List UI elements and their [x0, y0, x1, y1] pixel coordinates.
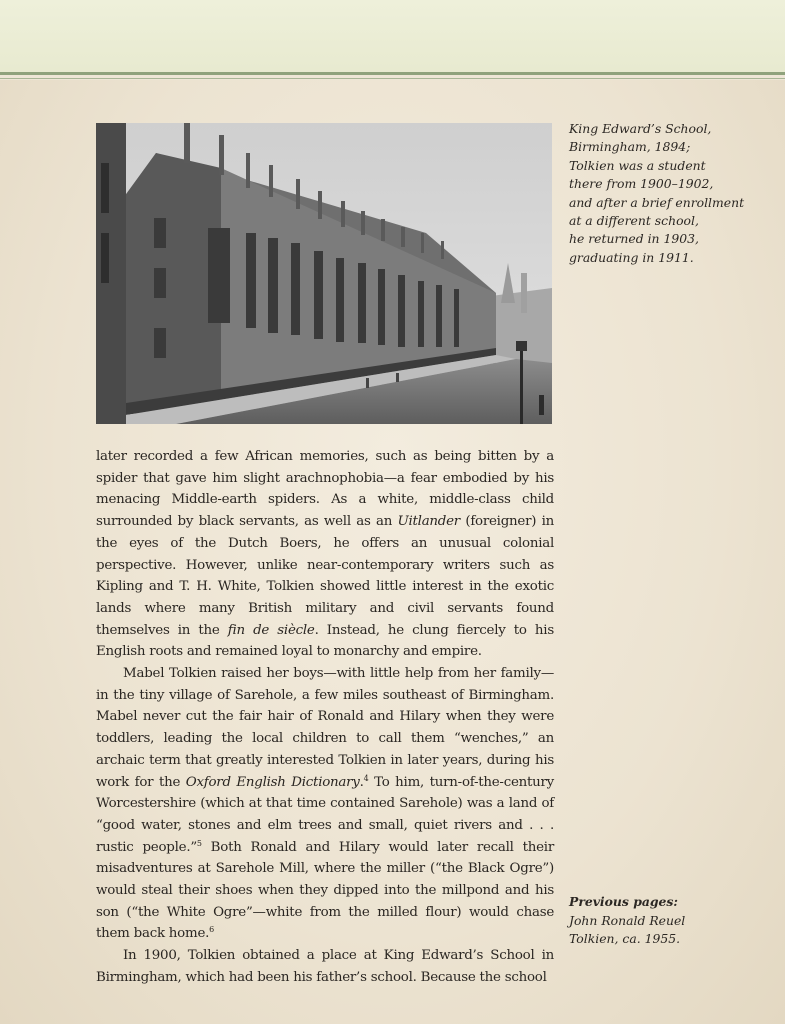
- photo-caption: [569, 120, 759, 267]
- caption-line: he returned in 1903,: [569, 231, 699, 247]
- italic-term: fin de siècle: [227, 622, 315, 638]
- text-run: later recorded a few African memories, such as being bitten by a spider that gave him slight arachnophobia—a fear embodied by his menacing Middle-earth spiders. As a white, middle-class child surrounded by black servants, as well as an: [96, 449, 554, 530]
- italic-title: Oxford English Dictionary: [185, 774, 360, 790]
- body-text: [96, 446, 554, 989]
- previous-pages-caption: [569, 893, 759, 949]
- top-band: [0, 0, 785, 72]
- paragraph-2: Mabel Tolkien raised her boys—with little help from her family—in the tiny village of Sarehole, a few miles southeast of Birmingham. Mabel never cut the fair hair of Ronald and Hilary when they were toddlers, leading the local children to call them “wenches,” an archaic term that greatly interested Tolkien in later years, during his work for the Oxford English Dictionary.$^4$ To him, turn-of-the-century Worcestershire (which at that time contained Sarehole) was a land of “good water, stones and elm trees and small, quiet rivers and . . . rustic people.”$^5$ Both Ronald and Hilary would later recall their misadventures at Sarehole Mill, where the miller (“the Black Ogre”) would steal their shoes when they dipped into the millpond and his son (“the White Ogre”—white from the milled flour) would chase them back home.$^6$: [96, 666, 554, 942]
- italic-term: Uitlander: [397, 514, 460, 530]
- top-rule-thin: [0, 78, 785, 79]
- caption-line: Birmingham, 1894;: [569, 139, 691, 155]
- caption-line: there from 1900–1902,: [569, 176, 714, 192]
- text-run: (foreigner) in the eyes of the Dutch Boers, he offers an unusual colonial perspective. However, unlike near-contemporary writers such as Kipling and T. H. White, Tolkien showed little interest in the exotic lands where many British military and civil servants found themselves in the: [96, 514, 554, 638]
- paragraph-3: In 1900, Tolkien obtained a place at King Edward’s School in Birmingham, which had been his father’s school. Because the school: [96, 948, 554, 985]
- footnote-marker: 4: [363, 773, 369, 783]
- caption-line: graduating in 1911.: [569, 249, 694, 265]
- footnote-marker: 6: [209, 925, 214, 935]
- caption-line: at a different school,: [569, 213, 699, 229]
- paragraph-1: [96, 446, 554, 663]
- caption-line: and after a brief enrollment: [569, 194, 745, 210]
- caption-line: Tolkien, ca. 1955.: [569, 931, 681, 947]
- text-run: Both Ronald and Hilary would later recall their misadventures at Sarehole Mill, where the miller (“the Black Ogre”) would steal their shoes when they dipped into the millpond and his son (“the White Ogre”—white from the milled flour) would chase them back home.: [96, 839, 554, 942]
- text-run: . Instead, he clung fiercely to his English roots and remained loyal to monarchy and empire.: [96, 622, 554, 660]
- school-photograph: [96, 123, 552, 424]
- text-run: Mabel Tolkien raised her boys—with little help from her family—in the tiny village of Sarehole, a few miles southeast of Birmingham. Mabel never cut the fair hair of Ronald and Hilary when they were toddlers, leading the local children to call them “wenches,” an archaic term that greatly interested Tolkien in later years, during his work for the: [96, 666, 554, 790]
- caption-label: Previous pages:: [569, 894, 678, 909]
- caption-line: King Edward’s School,: [569, 121, 712, 136]
- top-rule: [0, 72, 785, 75]
- caption-line: John Ronald Reuel: [569, 912, 686, 928]
- footnote-marker: 5: [196, 838, 202, 848]
- caption-line: Tolkien was a student: [569, 157, 706, 173]
- text-run: To him, turn-of-the-century Worcestershire (which at that time contained Sarehole) was a land of “good water, stones and elm trees and small, quiet rivers and . . . rustic people.”: [96, 774, 554, 855]
